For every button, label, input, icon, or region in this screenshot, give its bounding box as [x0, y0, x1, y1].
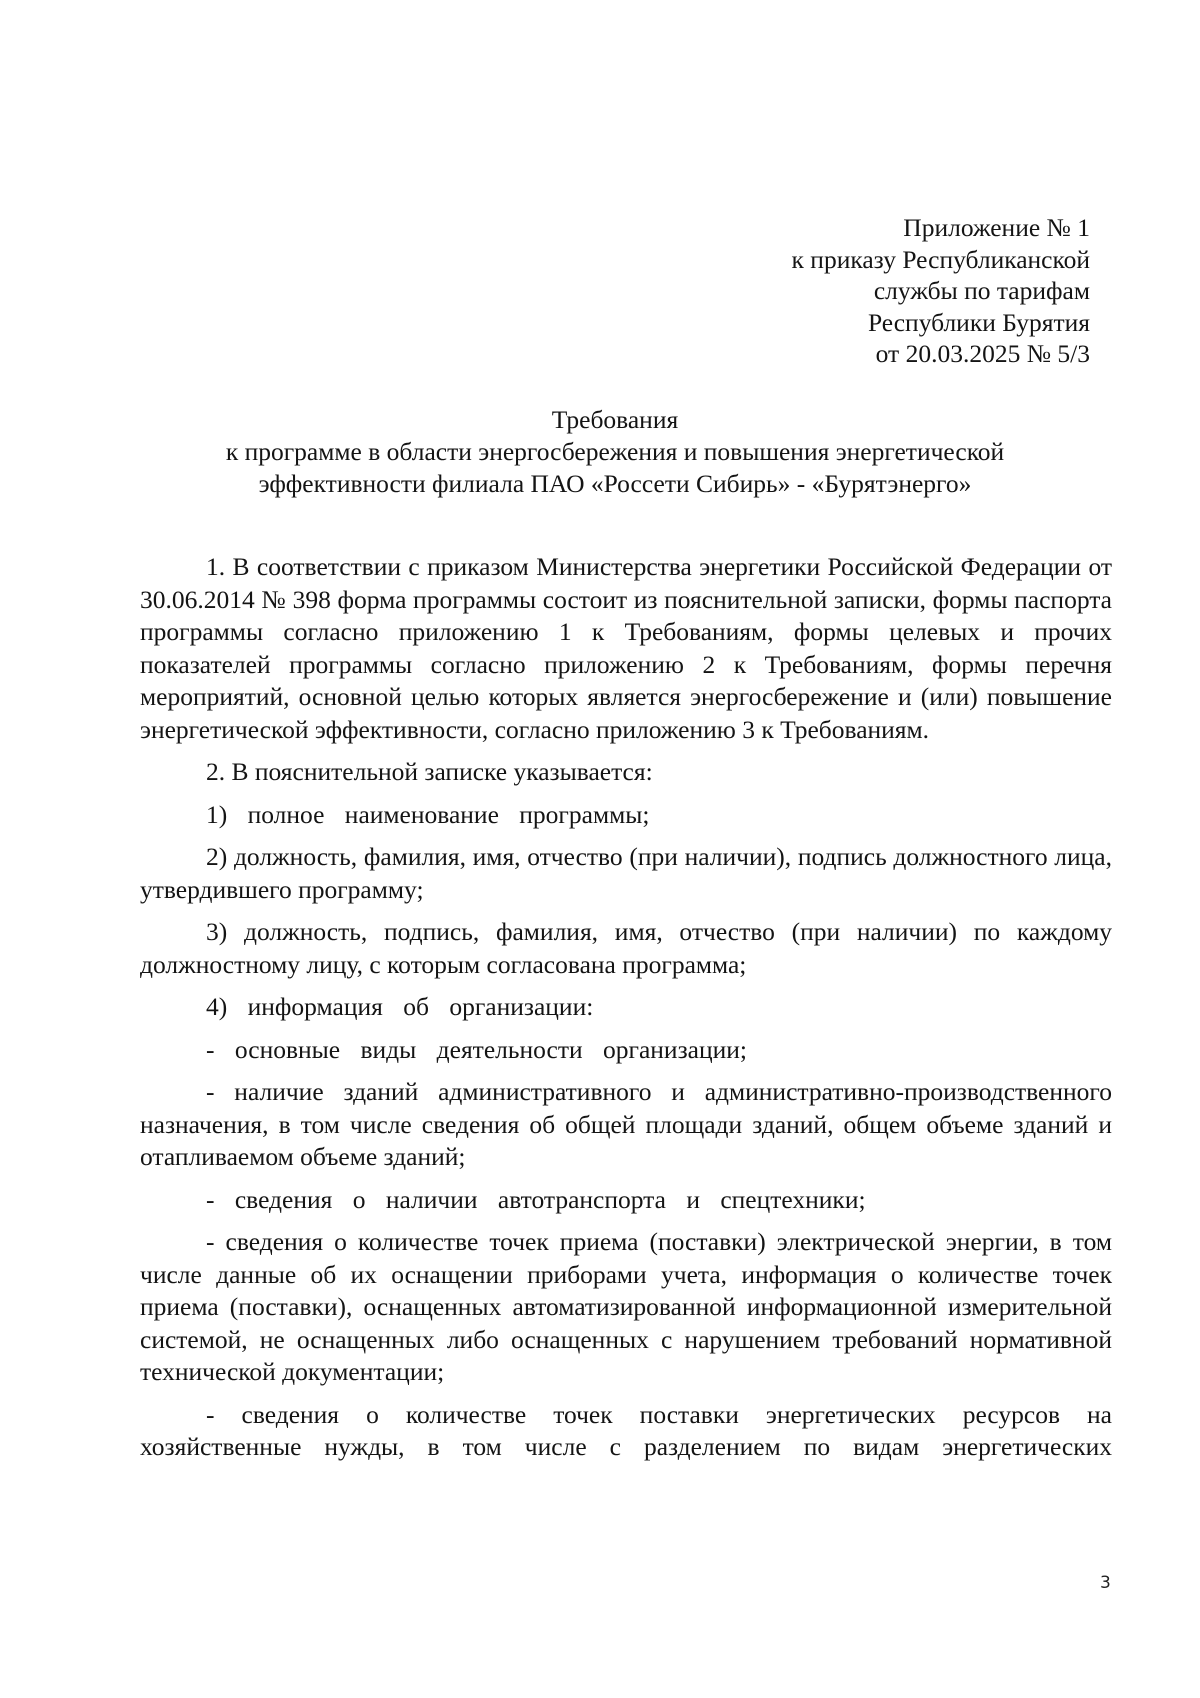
list-item-3: 3) должность, подпись, фамилия, имя, отчество (при наличии) по каждому должностному лицу, с которым согласована программа;: [140, 917, 1112, 979]
title-line-2: к программе в области энергосбережения и повышения энергетической: [225, 437, 1005, 466]
title-line-1: Требования: [551, 405, 679, 434]
dash-item-5: - сведения о количестве точек поставки энергетических ресурсов на хозяйственные нужды, в том числе с разделением по видам энергетических: [140, 1399, 1112, 1461]
dash-item-2: - наличие зданий административного и административно-производственного назначения, в том числе сведения об общей площади зданий, общем объеме зданий и отапливаемом объеме зданий;: [140, 1077, 1112, 1171]
list-item-1: 1) полное наименование программы;: [206, 799, 650, 829]
appendix-line-1: Приложение № 1: [903, 213, 1090, 242]
paragraph-2: 2. В пояснительной записке указывается:: [206, 757, 653, 786]
dash-item-1: - основные виды деятельности организации;: [206, 1034, 747, 1064]
dash-item-4: - сведения о количестве точек приема (поставки) электрической энергии, в том числе данные об их оснащении приборами учета, информация о количестве точек приема (поставки), оснащенных автоматизированной информационной измерительной системой, не оснащенных либо оснащенных с нарушением требований нормативной технической документации;: [140, 1227, 1112, 1386]
list-item-4: 4) информация об организации:: [206, 992, 594, 1021]
document-title: [150, 404, 1080, 500]
document-body: [140, 551, 1112, 1464]
appendix-line-4: Республики Бурятия: [867, 307, 1090, 337]
appendix-line-5: от 20.03.2025 № 5/3: [875, 339, 1090, 368]
appendix-header: [792, 212, 1090, 370]
appendix-line-3: службы по тарифам: [873, 276, 1090, 305]
appendix-line-2: к приказу Республиканской: [791, 244, 1090, 274]
list-item-2: 2) должность, фамилия, имя, отчество (при наличии), подпись должностного лица, утвердившего программу;: [140, 842, 1112, 904]
paragraph-1: 1. В соответствии с приказом Министерства энергетики Российской Федерации от 30.06.2014 № 398 форма программы состоит из пояснительной записки, формы паспорта программы согласно приложению 1 к Требованиям, формы целевых и прочих показателей программы согласно приложению 2 к Требованиям, формы перечня мероприятий, основной целью которых является энергосбережение и (или) повышение энергетической эффективности, согласно приложению 3 к Требованиям.: [140, 552, 1112, 744]
dash-item-3: - сведения о наличии автотранспорта и спецтехники;: [206, 1184, 866, 1214]
title-line-3: эффективности филиала ПАО «Россети Сибирь» - «Бурятэнерго»: [258, 469, 972, 498]
page-number: 3: [1100, 1573, 1111, 1593]
